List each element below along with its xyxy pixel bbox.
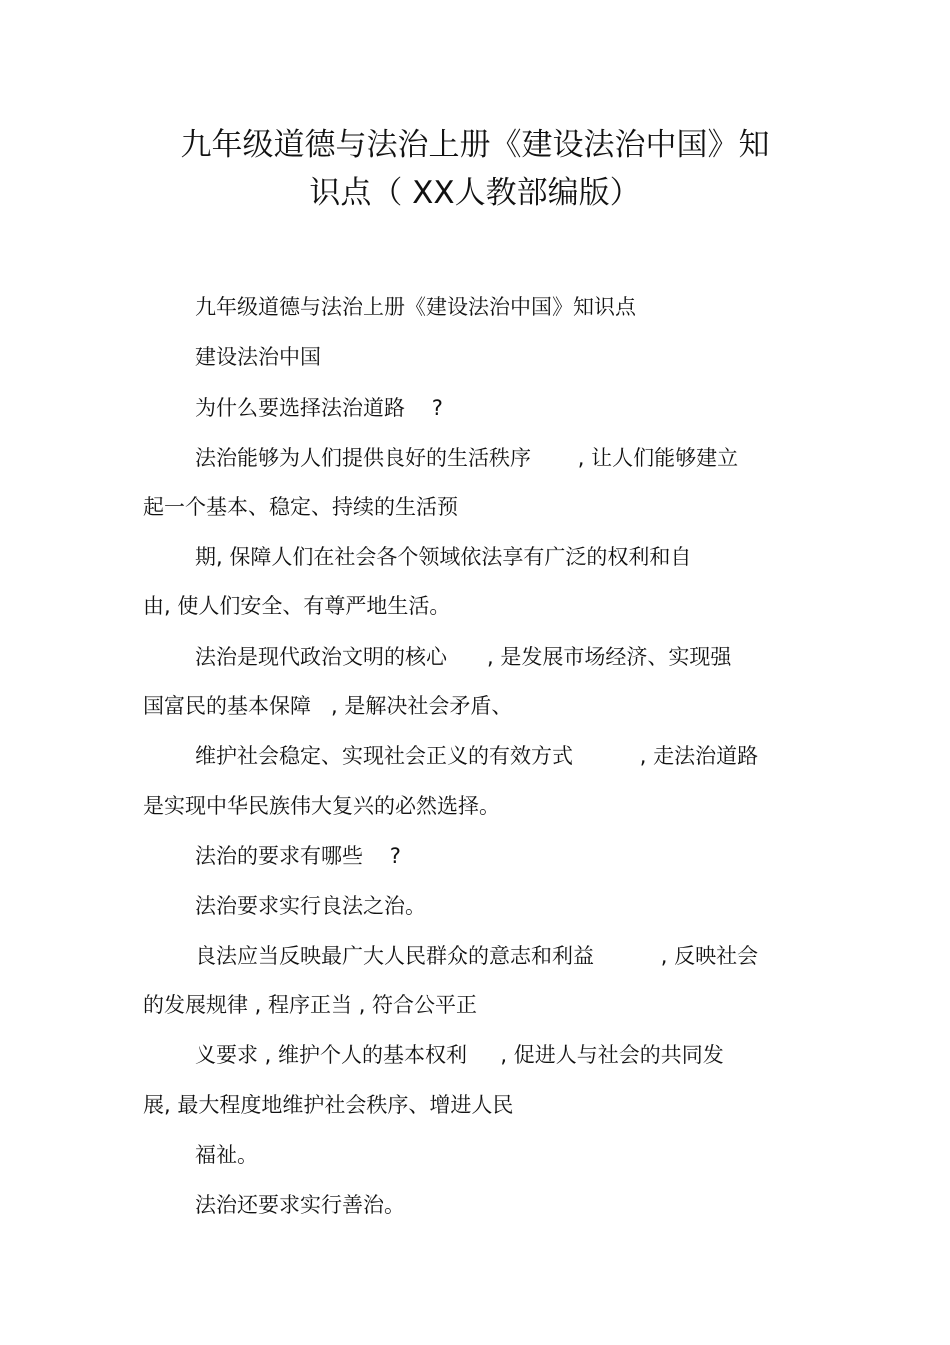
- document-title-line-2: 识点（ XX人教部编版）: [309, 175, 641, 211]
- body-line: 法治要求实行良法之治。: [195, 894, 426, 918]
- body-line: 法治能够为人们提供良好的生活秩序 , 让人们能够建立: [195, 446, 739, 470]
- body-line: 九年级道德与法治上册《建设法治中国》知识点: [195, 295, 636, 319]
- body-line: 良法应当反映最广大人民群众的意志和利益 , 反映社会: [195, 944, 759, 968]
- body-line: 法治还要求实行善治。: [195, 1193, 405, 1217]
- body-line: 国富民的基本保障 , 是解决社会矛盾、: [143, 694, 513, 718]
- body-line: 是实现中华民族伟大复兴的必然选择。: [143, 794, 500, 818]
- document-title-line-1: 九年级道德与法治上册《建设法治中国》知: [180, 127, 770, 163]
- body-line: 由, 使人们安全、有尊严地生活。: [143, 594, 451, 618]
- body-line: 展, 最大程度地维护社会秩序、增进人民: [143, 1093, 514, 1117]
- body-line: 法治的要求有哪些 ?: [195, 844, 401, 868]
- body-line: 起一个基本、稳定、持续的生活预: [143, 495, 458, 519]
- body-line: 福祉。: [195, 1143, 258, 1167]
- body-line: 期, 保障人们在社会各个领域依法享有广泛的权利和自: [195, 545, 692, 569]
- body-line: 建设法治中国: [195, 345, 321, 369]
- body-line: 为什么要选择法治道路 ?: [195, 396, 443, 420]
- body-line: 维护社会稳定、实现社会正义的有效方式 , 走法治道路: [195, 744, 759, 768]
- body-line: 义要求 , 维护个人的基本权利 , 促进人与社会的共同发: [195, 1043, 724, 1067]
- body-line: 法治是现代政治文明的核心 , 是发展市场经济、实现强: [195, 645, 732, 669]
- body-line: 的发展规律 , 程序正当 , 符合公平正: [143, 993, 478, 1017]
